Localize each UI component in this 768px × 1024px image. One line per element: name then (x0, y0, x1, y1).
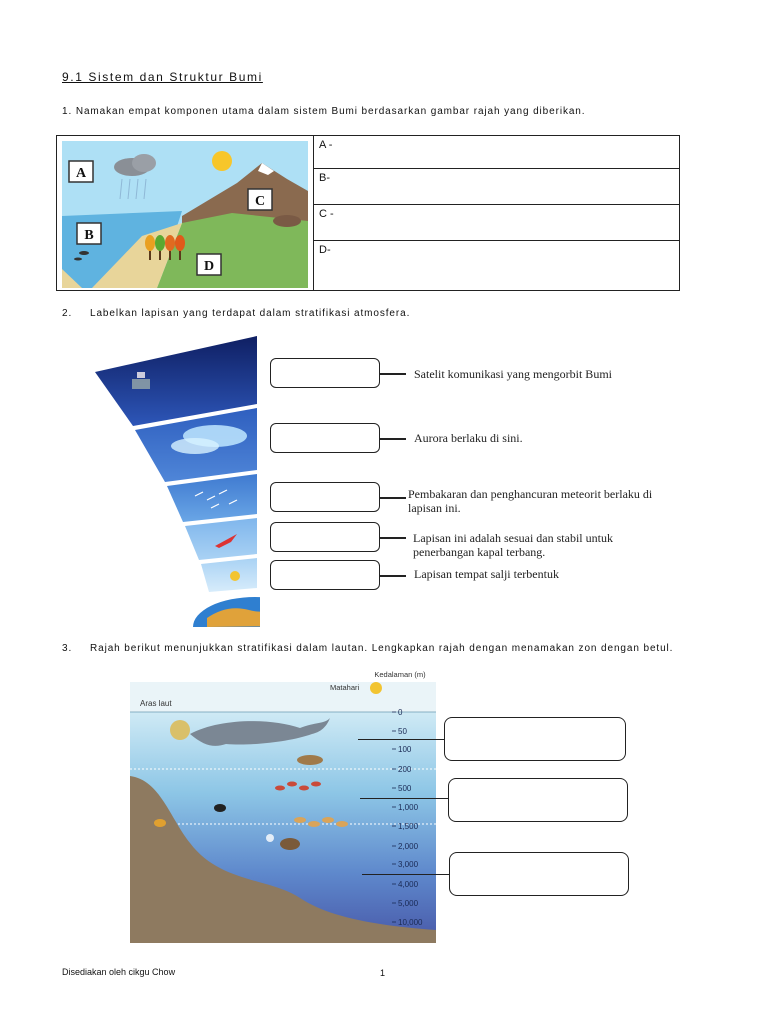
zone-answer-box-2[interactable] (448, 778, 628, 822)
question-3-instruction: Rajah berikut menunjukkan stratifikasi dalam lautan. Lengkapkan rajah dengan menamakan zon dengan betul. (90, 643, 674, 654)
atmosphere-layers-illustration (95, 336, 260, 627)
earth-system-table (56, 135, 680, 291)
pointer-line-2 (380, 438, 406, 440)
depth-tick-label: 3,000 (398, 860, 419, 869)
answer-row-b[interactable]: B- (314, 169, 679, 205)
zone-pointer-1 (358, 739, 444, 740)
atmosphere-description-5: Lapisan tempat salji terbentuk (414, 567, 559, 581)
depth-tick-label: 200 (398, 765, 412, 774)
zone-pointer-2 (360, 798, 448, 799)
footer-credit: Disediakan oleh cikgu Chow (62, 967, 176, 977)
question-2-text (62, 308, 410, 319)
depth-tick-label: 500 (398, 784, 412, 793)
illustration-label-c: C (254, 194, 266, 209)
depth-tick-label: 10,000 (398, 918, 423, 927)
answer-row-d[interactable]: D- (319, 244, 331, 256)
question-3-number: 3. (62, 643, 73, 654)
illustration-label-d: D (203, 259, 215, 274)
zone-answer-box-1[interactable] (444, 717, 626, 761)
answer-row-c[interactable]: C - (314, 205, 679, 241)
pointer-line-4 (380, 537, 406, 539)
page-number: 1 (380, 968, 386, 978)
question-1-text: 1. Namakan empat komponen utama dalam sistem Bumi berdasarkan gambar rajah yang diberikan. (62, 106, 586, 117)
atmosphere-description-1: Satelit komunikasi yang mengorbit Bumi (414, 367, 612, 381)
atmosphere-answer-box-1[interactable] (270, 358, 380, 388)
question-2-number: 2. (62, 308, 73, 319)
zone-pointer-3 (362, 874, 450, 875)
depth-tick-label: 1,500 (398, 822, 419, 831)
depth-tick-label: 100 (398, 745, 412, 754)
pointer-line-5 (380, 575, 406, 577)
illustration-label-b: B (84, 228, 94, 243)
page-title: 9.1 Sistem dan Struktur Bumi (62, 70, 263, 84)
atmosphere-answer-box-2[interactable] (270, 423, 380, 453)
depth-tick-label: 50 (398, 727, 407, 736)
zone-answer-box-3[interactable] (449, 852, 629, 896)
depth-tick-label: 0 (398, 708, 403, 717)
answer-rows (314, 136, 679, 290)
atmosphere-answer-box-5[interactable] (270, 560, 380, 590)
atmosphere-description-2: Aurora berlaku di sini. (414, 431, 523, 445)
illustration-label-a: A (75, 166, 87, 181)
depth-tick-label: 2,000 (398, 842, 419, 851)
depth-tick-label: 5,000 (398, 899, 419, 908)
depth-tick-label: 4,000 (398, 880, 419, 889)
depth-axis-title: Kedalaman (m) (374, 670, 426, 679)
atmosphere-description-3: Pembakaran dan penghancuran meteorit berlaku di lapisan ini. (408, 487, 653, 515)
ocean-zones-illustration (130, 668, 436, 943)
answer-row-a[interactable]: A - (314, 136, 679, 169)
sea-level-label: Aras laut (140, 699, 172, 708)
sun-label: Matahari (330, 683, 360, 692)
atmosphere-answer-box-3[interactable] (270, 482, 380, 512)
atmosphere-description-4: Lapisan ini adalah sesuai dan stabil untuk penerbangan kapal terbang. (413, 531, 613, 559)
atmosphere-answer-box-4[interactable] (270, 522, 380, 552)
pointer-line-1 (380, 373, 406, 375)
depth-tick-label: 1,000 (398, 803, 419, 812)
question-2-instruction: Labelkan lapisan yang terdapat dalam stratifikasi atmosfera. (90, 308, 411, 319)
pointer-line-3 (380, 497, 406, 499)
earth-system-illustration (62, 141, 308, 288)
question-3-text (62, 643, 673, 654)
